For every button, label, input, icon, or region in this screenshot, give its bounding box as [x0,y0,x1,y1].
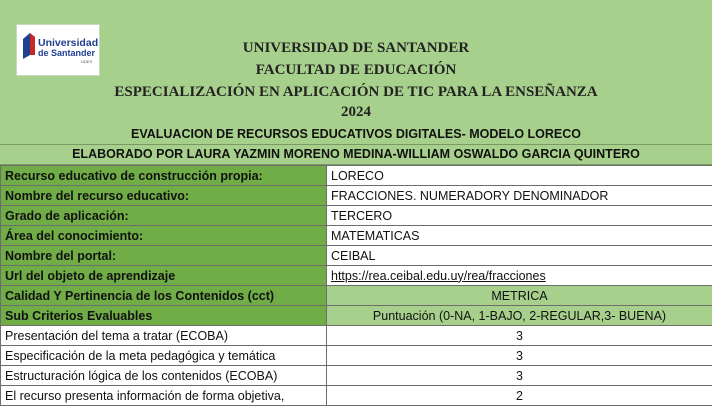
evaluation-table [0,165,712,406]
authors-line: ELABORADO POR LAURA YAZMIN MORENO MEDINA-WILLIAM OSWALDO GARCIA QUINTERO [0,145,712,165]
logo-line-2: de Santander [38,48,96,58]
info-row [1,206,712,226]
header-faculty: FACULTAD DE EDUCACIÓN [255,62,457,78]
criterion-row [1,326,712,346]
header-specialization: ESPECIALIZACIÓN EN APLICACIÓN DE TIC PARA LA ENSEÑANZA [114,84,598,100]
evaluation-title: EVALUACION DE RECURSOS EDUCATIVOS DIGITALES- MODELO LORECO [0,125,712,145]
header-university: UNIVERSIDAD DE SANTANDER [242,40,470,56]
info-label[interactable]: Grado de aplicación: [1,206,327,226]
info-label[interactable]: Url del objeto de aprendizaje [1,266,327,286]
info-label[interactable]: Recurso educativo de construcción propia: [1,166,327,186]
info-value[interactable]: TERCERO [327,206,712,226]
section-row [1,286,712,306]
info-label[interactable]: Nombre del portal: [1,246,327,266]
section-label[interactable]: Calidad Y Pertinencia de los Contenidos (cct) [1,286,327,306]
logo-sub: UDES [81,59,93,64]
info-value[interactable]: CEIBAL [327,246,712,266]
info-row [1,186,712,206]
score-scale[interactable]: Puntuación (0-NA, 1-BAJO, 2-REGULAR,3- BUENA) [327,306,712,326]
info-row [1,246,712,266]
criterion-label[interactable]: El recurso presenta información de forma objetiva, [1,386,327,406]
criterion-label[interactable]: Especificación de la meta pedagógica y temática [1,346,327,366]
metric-header[interactable]: METRICA [327,286,712,306]
info-row [1,266,712,286]
criterion-label[interactable]: Estructuración lógica de los contenidos (ECOBA) [1,366,327,386]
logo-line-1: Universidad [38,37,99,49]
header-banner [0,0,712,126]
criterion-label[interactable]: Presentación del tema a tratar (ECOBA) [1,326,327,346]
info-value[interactable]: MATEMATICAS [327,226,712,246]
info-label[interactable]: Nombre del recurso educativo: [1,186,327,206]
header-year: 2024 [341,104,371,120]
criterion-row [1,346,712,366]
info-value[interactable]: LORECO [327,166,712,186]
criterion-score[interactable]: 3 [327,346,712,366]
criterion-row [1,366,712,386]
info-row [1,226,712,246]
subcriteria-label[interactable]: Sub Criterios Evaluables [1,306,327,326]
criterion-score[interactable]: 3 [327,326,712,346]
criterion-row [1,386,712,406]
criterion-score[interactable]: 3 [327,366,712,386]
info-row [1,166,712,186]
criterion-score[interactable]: 2 [327,386,712,406]
info-value[interactable]: FRACCIONES. NUMERADORY DENOMINADOR [327,186,712,206]
subcriteria-row [1,306,712,326]
resource-url-link[interactable]: https://rea.ceibal.edu.uy/rea/fracciones [327,266,712,286]
info-label[interactable]: Área del conocimiento: [1,226,327,246]
